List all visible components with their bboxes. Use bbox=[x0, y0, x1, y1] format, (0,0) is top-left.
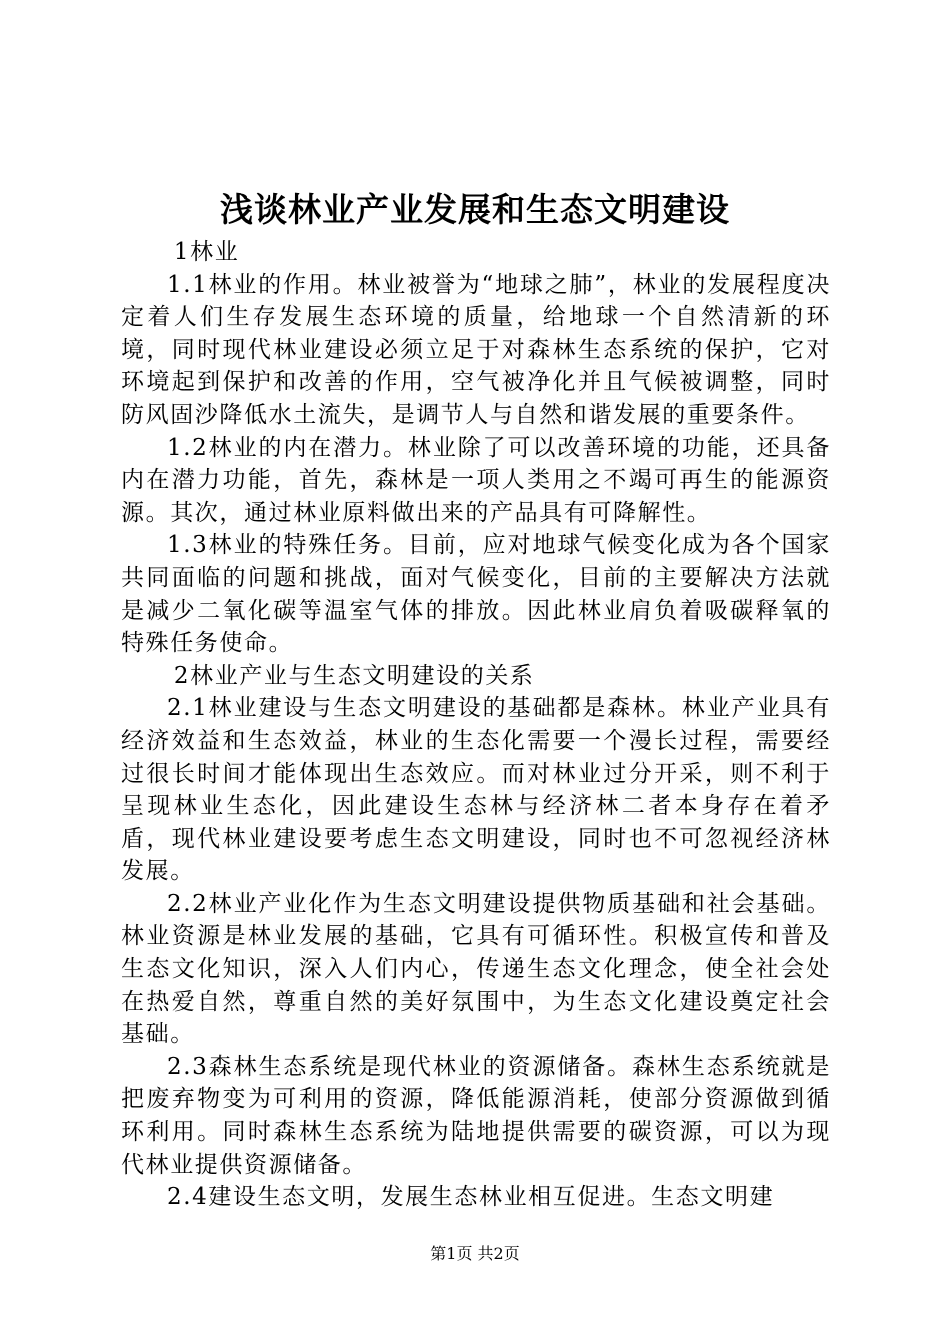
paragraph-1-1: 1.1林业的作用。林业被誉为“地球之肺”，林业的发展程度决定着人们生存发展生态环境的质量，给地球一个自然清新的环境，同时现代林业建设必须立足于对森林生态系统的保护，它对环境起到保护和改善的作用，空气被净化并且气候被调整，同时防风固沙降低水土流失，是调节人与自然和谐发展的重要条件。 bbox=[121, 271, 831, 428]
section-heading-2: 2林业产业与生态文明建设的关系 bbox=[173, 662, 535, 689]
paragraph-2-3: 2.3森林生态系统是现代林业的资源储备。森林生态系统就是把废弃物变为可利用的资源，降低能源消耗，使部分资源做到循环利用。同时森林生态系统为陆地提供需要的碳资源，可以为现代林业提供资源储备。 bbox=[121, 1053, 831, 1178]
section-heading-1: 1林业 bbox=[173, 239, 240, 265]
page-footer: 第1页 共2页 bbox=[430, 1244, 520, 1263]
paragraph-2-4: 2.4建设生态文明，发展生态林业相互促进。生态文明建 bbox=[167, 1184, 775, 1211]
page-title: 浅谈林业产业发展和生态文明建设 bbox=[220, 190, 730, 229]
paragraph-1-3: 1.3林业的特殊任务。目前，应对地球气候变化成为各个国家共同面临的问题和挑战，面对气候变化，目前的主要解决方法就是减少二氧化碳等温室气体的排放。因此林业肩负着吸碳释氧的特殊任务使命。 bbox=[121, 532, 831, 657]
paragraph-1-2: 1.2林业的内在潜力。林业除了可以改善环境的功能，还具备内在潜力功能，首先，森林是一项人类用之不竭可再生的能源资源。其次，通过林业原料做出来的产品具有可降解性。 bbox=[121, 434, 831, 526]
paragraph-2-1: 2.1林业建设与生态文明建设的基础都是森林。林业产业具有经济效益和生态效益，林业的生态化需要一个漫长过程，需要经过很长时间才能体现出生态效应。而对林业过分开采，则不利于呈现林业生态化，因此建设生态林与经济林二者本身存在着矛盾，现代林业建设要考虑生态文明建设，同时也不可忽视经济林发展。 bbox=[121, 695, 831, 885]
paragraph-2-2: 2.2林业产业化作为生态文明建设提供物质基础和社会基础。林业资源是林业发展的基础，它具有可循环性。积极宣传和普及生态文化知识，深入人们内心，传递生态文化理念，使全社会处在热爱自然，尊重自然的美好氛围中，为生态文化建设奠定社会基础。 bbox=[121, 890, 831, 1048]
document-body bbox=[121, 236, 831, 1214]
